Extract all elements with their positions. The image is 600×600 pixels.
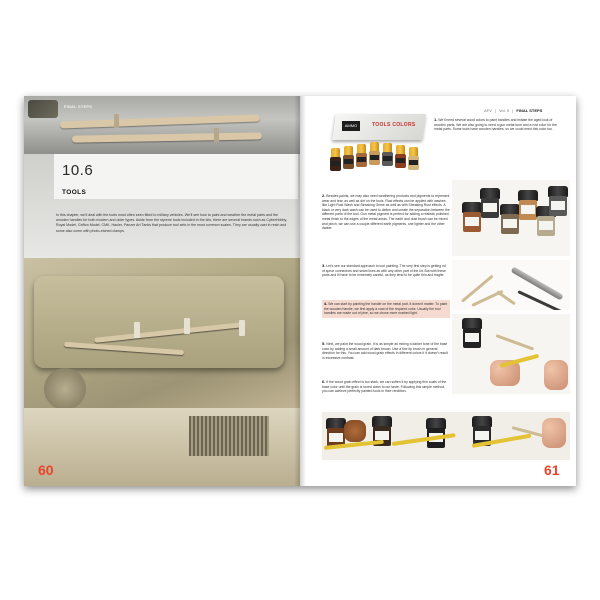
finger bbox=[544, 360, 568, 390]
pigment-jar bbox=[462, 202, 482, 232]
book-spread bbox=[24, 96, 576, 486]
tool-strap bbox=[134, 322, 140, 338]
paint-set-photo bbox=[328, 112, 426, 176]
step-number: 5. bbox=[322, 341, 326, 346]
turret-hatch bbox=[44, 368, 86, 410]
finger bbox=[542, 418, 566, 448]
step-1 bbox=[434, 118, 564, 132]
tool-clamp bbox=[214, 128, 219, 142]
step-text: We can start by painting the handle on the metal part, it doesn't matter. To paint the wooden handle, we first apply a coat of the required color. Usually the tool handles are made out of pine, so we chose more marked light. bbox=[324, 302, 448, 316]
step-6 bbox=[322, 380, 448, 394]
header-separator: | bbox=[494, 108, 496, 113]
tank-model-photo bbox=[24, 258, 300, 486]
resin-tool bbox=[495, 334, 534, 350]
pigment-jars-photo bbox=[452, 180, 570, 256]
intro-paragraph: In this chapter, we'll deal with the tools most often seen fitted to military vehicles. We'll see how to paint and weather the metal parts and the wooden handles for both modern and older types. Aside from the styrene tools included in the kits, there are several brands such as CyberHobby, Royal Model, Griffon Model, CMK, Hauler, Panzer Art Tanks that produce tool sets in the most common scales. They are usually cast in resin and some also come with photo-etched clamps. bbox=[56, 213, 288, 233]
wood-grain-photo-strip bbox=[322, 412, 570, 460]
step-2 bbox=[322, 194, 450, 231]
pigment-jar bbox=[548, 186, 568, 216]
paint-jar-large bbox=[462, 318, 482, 348]
step-number: 2. bbox=[322, 193, 326, 198]
step-text: Next, we paint the wood grain. It is as simple as mixing a darker tone of the base color by adding a small amount of dark brown. Use a fine tip brush in general direction for this. You can add wood grain effects in different colors if it doesn't result in excessive contrast. bbox=[322, 342, 448, 360]
header-series: AFV bbox=[484, 108, 492, 113]
step-text: If the wood grain effect is too stark, we can soften it by applying thin coats of the base color until the grain is toned down to our taste. Following this simple method, you can achieve perfectly painted tools in their rendition. bbox=[322, 380, 447, 394]
section-number: 10.6 bbox=[62, 162, 94, 179]
step-text: Let's see our standard approach to tool painting. The very first step is getting rid of sprue connectors and seam lines as with any other part of the kit. But with these parts and Ill have to be extremely careful, as they tend to be quite thin and fragile. bbox=[322, 264, 446, 278]
header-separator: | bbox=[512, 108, 514, 113]
pigment-jar bbox=[480, 188, 500, 218]
pigment-jar bbox=[500, 204, 520, 234]
paint-jar-large bbox=[426, 418, 446, 448]
running-header bbox=[482, 108, 542, 113]
paint-drop bbox=[344, 420, 366, 442]
brand-logo: AMMO bbox=[342, 121, 360, 131]
pigment-jar bbox=[518, 190, 538, 220]
tank-hull bbox=[34, 276, 284, 368]
hobby-knife bbox=[511, 266, 564, 300]
left-page bbox=[24, 96, 300, 486]
tool-clamp bbox=[114, 114, 119, 128]
header-volume: Vol. 5 bbox=[499, 108, 510, 113]
tank-thumbnail-icon bbox=[28, 100, 58, 118]
step-4 bbox=[322, 300, 450, 318]
tool-handle-upper bbox=[60, 115, 260, 129]
header-chapter: FINAL STEPS bbox=[516, 108, 543, 113]
page-number-right: 61 bbox=[544, 462, 560, 478]
painting-handle-photo bbox=[452, 314, 570, 394]
page-number-left: 60 bbox=[38, 462, 54, 478]
engine-grille bbox=[189, 416, 269, 456]
tool-handle-lower bbox=[72, 132, 262, 142]
paint-set-title: TOOLS COLORS bbox=[372, 122, 416, 128]
step-number: 6. bbox=[322, 379, 326, 384]
yellow-handle-tool bbox=[392, 433, 456, 446]
step-3 bbox=[322, 264, 448, 278]
section-title: TOOLS bbox=[62, 189, 87, 196]
step-number: 4. bbox=[324, 301, 328, 306]
resin-tool bbox=[496, 290, 516, 305]
step-number: 1. bbox=[434, 117, 438, 122]
tool-strap bbox=[184, 318, 190, 334]
step-5 bbox=[322, 342, 448, 360]
right-page bbox=[300, 96, 576, 486]
step-text: Besides paints, we may also need weathering products and pigments to represent wear and tear, as well as dirt on the tools. Rust effects can be applied with washes like Light Rust Wash and Streaking Grime as well as with Streaking Rust effects. A black or very dark wash can be used to define and create the separation between the different parts of the tool. Gun metal pigment is perfect for adding a realistic polished metal finish to the edges of the metal areas. The earth and dust brush can be mixed and pinch, we can use a couple different earth pigments, one lighter and the other darker. bbox=[322, 194, 450, 231]
step-number: 3. bbox=[322, 263, 326, 268]
resin-tools-photo bbox=[452, 260, 570, 310]
section-tag: FINAL STEPS bbox=[64, 104, 93, 109]
step-text: We'll need several wood colors to paint handles and imitate the aged look of wooden parts. We are also going to need a gun metal tone and a rust color for the metal parts. Some tools have wooden handles, so we could need this color too. bbox=[434, 118, 557, 132]
tool-strap bbox=[239, 320, 245, 336]
